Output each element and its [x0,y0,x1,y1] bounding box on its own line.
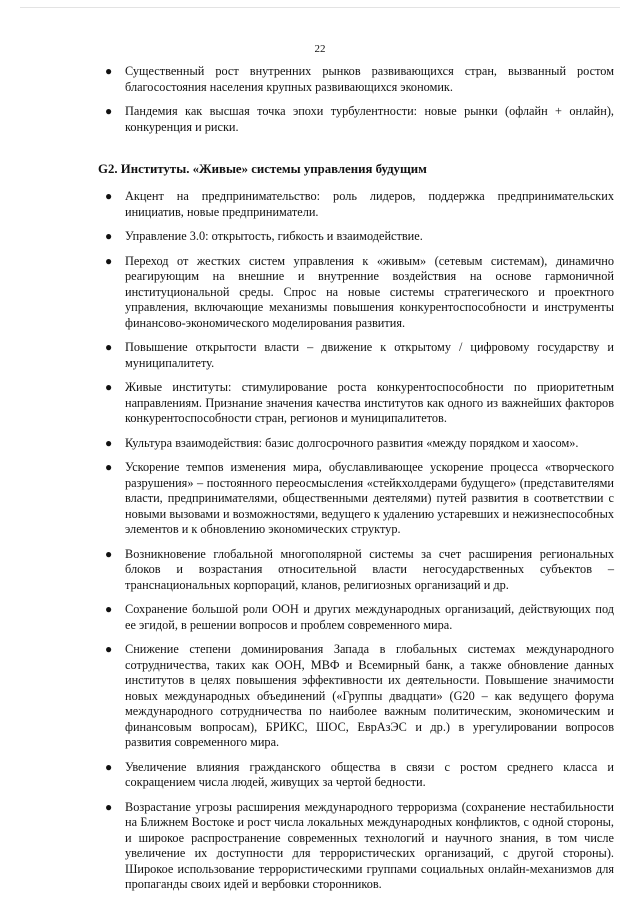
bullet-icon: ● [105,759,113,774]
bullet-icon: ● [105,546,113,561]
list-item: ● Возникновение глобальной многополярной системы за счет расширения региональных блоков и возрастания относительной власти негосударственных субъектов – транснациональных корпораций, кланов, религиозных организаций и др. [105,546,614,592]
top-rule [20,7,620,8]
page-content [98,64,614,902]
bullet-icon: ● [105,460,113,474]
list-item: ● Снижение степени доминирования Запада в глобальных системах международного сотрудничества, таких как ООН, МВФ и Всемирный банк, а также обновление данных институтов в целях повышения эффективности их деятельности. Повышение значимости новых международных объединений («Группы двадцати» (G20 – как ведущего форума международного сотрудничества по наиболее важным политическим, экономическим и финансовым вопросам), БРИКС, ШОС, ЕврАзЭС и др.) в урегулировании вопросов развития современного мира. [105,642,614,749]
bullet-icon: ● [105,380,113,394]
list-item: ● Пандемия как высшая точка эпохи турбулентности: новые рынки (офлайн + онлайн), конкуренция и риски. [105,104,614,134]
list-item: ● Ускорение темпов изменения мира, обуславливающее ускорение процесса «творческого разрушения» – постоянного переосмысления «стейкхолдерами будущего» (представителями власти, предпринимателями, общественными деятелями) путей развития в соответствии с новыми вызовами и возможностями, ведущего к удалению устаревших и нежизнеспособных элементов и к обновлению экономических структур. [105,460,614,536]
bullet-icon: ● [105,602,113,616]
list-item: ● Культура взаимодействия: базис долгосрочного развития «между порядком и хаосом». [105,435,579,450]
bullet-icon: ● [105,435,113,450]
bullet-icon: ● [105,799,113,814]
list-item: ● Акцент на предпринимательство: роль лидеров, поддержка предпринимательских инициатив, новые предприниматели. [105,189,614,219]
list-item: ● Существенный рост внутренних рынков развивающихся стран, вызванный ростом благосостояния населения крупных развивающихся экономик. [105,64,614,94]
list-item: ● Переход от жестких систем управления к «живым» (сетевым системам), динамично реагирующим на внешние и внутренние воздействия на основе гармоничной институциональной среды. Спрос на новые системы стратегического и проектного управления, включающие механизмы повышения конкурентоспособности и инструменты финансово-экономического моделирования развития. [105,253,614,330]
list-item: ● Управление 3.0: открытость, гибкость и взаимодействие. [105,229,423,243]
list-item: ● Повышение открытости власти – движение к открытому / цифровому государству и муниципалитету. [105,340,614,370]
bullet-icon: ● [105,189,113,203]
bullet-icon: ● [105,64,113,78]
list-item: ● Сохранение большой роли ООН и других международных организаций, действующих под ее эгидой, в решении вопросов и проблем современного мира. [105,602,614,632]
list-item: ● Возрастание угрозы расширения международного терроризма (сохранение нестабильности на Ближнем Востоке и рост числа локальных международных конфликтов, с одной стороны, и широкое распространение современных технологий и научного знания, в том числе увеличение их доступности для террористических организаций, с другой стороны). Широкое использование террористическими группами социальных онлайн-механизмов для пропаганды своих идей и вербовки сторонников. [105,799,614,891]
section-heading: G2. Институты. «Живые» системы управления будущим [98,162,427,176]
list-item: ● Увеличение влияния гражданского общества в связи с ростом среднего класса и сокращением числа людей, живущих за чертой бедности. [105,759,614,789]
section-bullet-list [98,189,614,893]
page-number: 22 [314,43,326,55]
bullet-icon: ● [105,229,113,243]
top-bullet-list [98,64,614,135]
bullet-icon: ● [105,253,113,268]
bullet-icon: ● [105,104,113,118]
bullet-icon: ● [105,642,113,656]
bullet-icon: ● [105,340,113,354]
list-item: ● Живые институты: стимулирование роста конкурентоспособности по приоритетным направлениям. Признание значения качества институтов как одного из важнейших факторов конкурентоспособности стран, регионов и муниципалитетов. [105,380,614,425]
